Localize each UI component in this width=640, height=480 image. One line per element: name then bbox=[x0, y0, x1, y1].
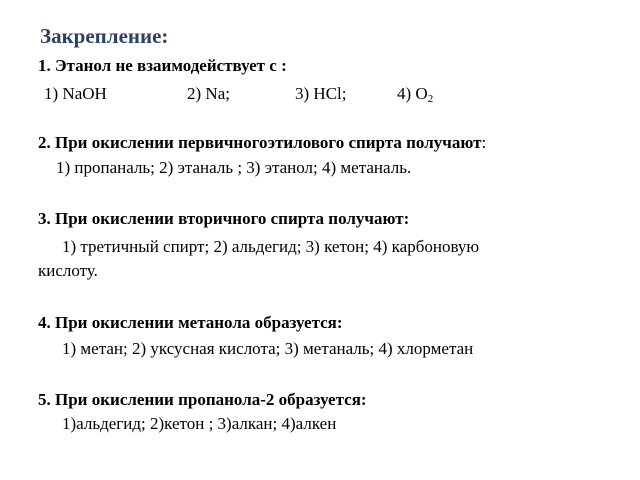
q1-option-2: 2) Na; bbox=[187, 84, 230, 103]
question-5: 5. При окислении пропанола-2 образуется: bbox=[38, 390, 367, 409]
question-2-colon: : bbox=[481, 133, 487, 152]
question-3-answer-line-1: 1) третичный спирт; 2) альдегид; 3) кетон; 4) карбоновую bbox=[62, 237, 480, 256]
q1-option-4-text: 4) O bbox=[397, 84, 428, 103]
question-1: 1. Этанол не взаимодействует с : bbox=[38, 56, 287, 75]
question-2-answer: 1) пропаналь; 2) этаналь ; 3) этанол; 4) метаналь. bbox=[56, 158, 412, 177]
slide-title: Закрепление: bbox=[40, 24, 169, 48]
question-4-answer: 1) метан; 2) уксусная кислота; 3) метаналь; 4) хлорметан bbox=[62, 339, 474, 358]
question-5-answer: 1)альдегид; 2)кетон ; 3)алкан; 4)алкен bbox=[62, 414, 337, 433]
question-4: 4. При окислении метанола образуется: bbox=[38, 313, 343, 332]
question-2 bbox=[38, 134, 486, 151]
q1-option-1: 1) NaOH bbox=[44, 84, 107, 103]
q1-option-4 bbox=[397, 84, 434, 105]
question-3: 3. При окислении вторичного спирта получают: bbox=[38, 209, 410, 228]
q1-option-3: 3) HCl; bbox=[295, 84, 347, 103]
question-3-answer-line-2: кислоту. bbox=[38, 261, 98, 280]
question-2-text: 2. При окислении первичногоэтилового спирта получают bbox=[38, 133, 482, 152]
q1-option-4-subscript: 2 bbox=[427, 93, 434, 105]
